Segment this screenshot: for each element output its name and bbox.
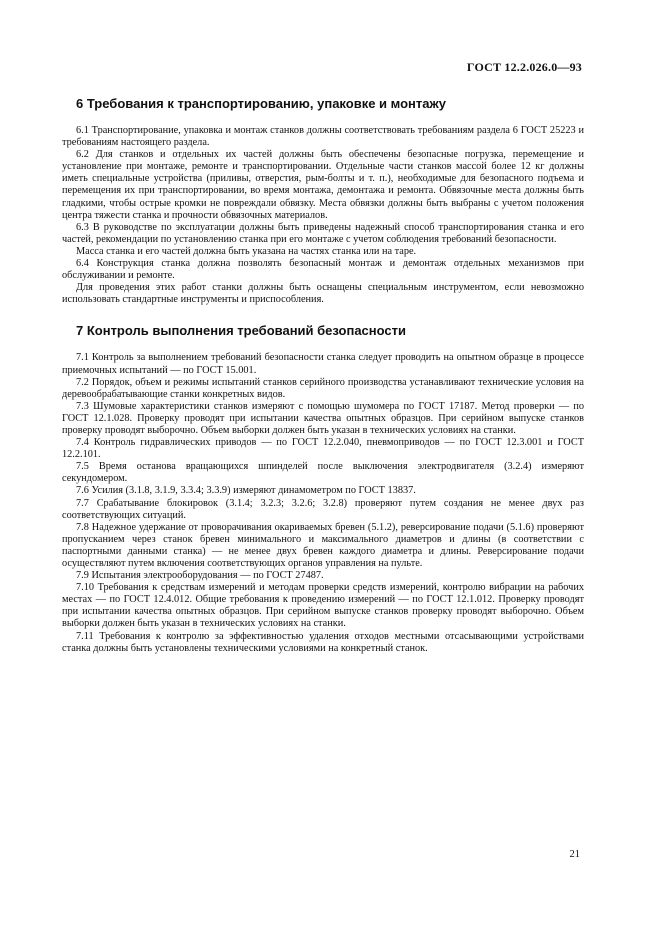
document-body	[62, 96, 584, 655]
paragraph-7-2: 7.2 Порядок, объем и режимы испытаний станков серийного производства устанавливают технические условия на деревообрабатывающие станки конкретных видов.	[62, 376, 584, 400]
paragraph-7-9: 7.9 Испытания электрооборудования — по ГОСТ 27487.	[76, 570, 324, 582]
paragraph-7-3: 7.3 Шумовые характеристики станков измеряют с помощью шумомера по ГОСТ 17187. Метод проверки — по ГОСТ 12.1.028. Проверку проводят при испытании качества опытных образцов. При серийном выпуске станков проверку проводят выборочно. Объем выборки должен быть указан в технических условиях на станки.	[62, 400, 584, 436]
paragraph-7-10: 7.10 Требования к средствам измерений и методам проверки средств измерений, контролю вибрации на рабочих местах — по ГОСТ 12.4.012. Общие требования к проведению измерений — по ГОСТ 12.1.012. Проверку проводят при испытании качества опытных образцов. При серийном выпуске станков проверку проводят выборочно. Объем выборки должен быть указан в технических условиях на станки.	[62, 582, 584, 630]
paragraph-7-8: 7.8 Надежное удержание от проворачивания окариваемых бревен (5.1.2), реверсирование подачи (5.1.6) проверяют пропусканием через станок бревен минимального и максимального диаметров и длины (в соответствии с паспортными данными станка) — не менее двух бревен каждого диаметра и длины. Реверсирование подачи осуществляют путем включения соответствующих органов управления на пульте.	[62, 521, 584, 569]
paragraph-6-3: 6.3 В руководстве по эксплуатации должны быть приведены надежный способ транспортирования станка и его частей, рекомендации по установлению станка при его монтаже с учетом соблюдения требований безопасности.	[62, 221, 584, 245]
section-7-title: 7 Контроль выполнения требований безопасности	[76, 323, 406, 339]
paragraph-6-1: 6.1 Транспортирование, упаковка и монтаж станков должны соответствовать требованиям раздела 6 ГОСТ 25223 и требованиям настоящего раздела.	[62, 125, 584, 149]
section-6-title: 6 Требования к транспортированию, упаковке и монтажу	[76, 96, 446, 111]
paragraph-6-3-mass: Масса станка и его частей должна быть указана на частях станка или на таре.	[76, 245, 417, 257]
paragraph-7-4: 7.4 Контроль гидравлических приводов — по ГОСТ 12.2.040, пневмоприводов — по ГОСТ 12.3.001 и ГОСТ 12.2.101.	[62, 437, 584, 461]
paragraph-6-4-tools: Для проведения этих работ станки должны быть оснащены специальным инструментом, если невозможно использовать стандартные инструменты и приспособления.	[62, 282, 584, 306]
paragraph-6-2: 6.2 Для станков и отдельных их частей должны быть обеспечены безопасные погрузка, перемещение и установление при монтаже, ремонте и транспортировании. Отдельные части станков массой более 12 кг должны иметь специальные устройства (приливы, отверстия, рым-болты и т. п.), необходимые для безопасного подъема и перемещения их при транспортировании, во время монтажа, демонтажа и ремонта. Обвязочные места должны быть гладкими, чтобы острые кромки не повреждали обвязку. Места обвязки должны быть выбраны с учетом положения центра тяжести станка и прочности обвязочных материалов.	[62, 149, 584, 221]
paragraph-7-1: 7.1 Контроль за выполнением требований безопасности станка следует проводить на опытном образце в процессе приемочных испытаний — по ГОСТ 15.001.	[62, 352, 584, 376]
paragraph-7-11: 7.11 Требования к контролю за эффективностью удаления отходов местными отсасывающими устройствами станка должны быть установлены техническими условиями на конкретный станок.	[62, 630, 584, 654]
document-header: ГОСТ 12.2.026.0—93	[466, 60, 582, 74]
paragraph-7-6: 7.6 Усилия (3.1.8, 3.1.9, 3.3.4; 3.3.9) измеряют динамометром по ГОСТ 13837.	[76, 485, 416, 497]
paragraph-6-4: 6.4 Конструкция станка должна позволять безопасный монтаж и демонтаж отдельных механизмов при обслуживании и ремонте.	[62, 258, 584, 282]
paragraph-7-5: 7.5 Время останова вращающихся шпинделей после выключения электродвигателя (3.2.4) измеряют секундомером.	[62, 461, 584, 485]
page-number: 21	[569, 849, 580, 860]
paragraph-7-7: 7.7 Срабатывание блокировок (3.1.4; 3.2.3; 3.2.6; 3.2.8) проверяют путем создания не менее двух раз соответствующих ситуаций.	[62, 497, 584, 521]
